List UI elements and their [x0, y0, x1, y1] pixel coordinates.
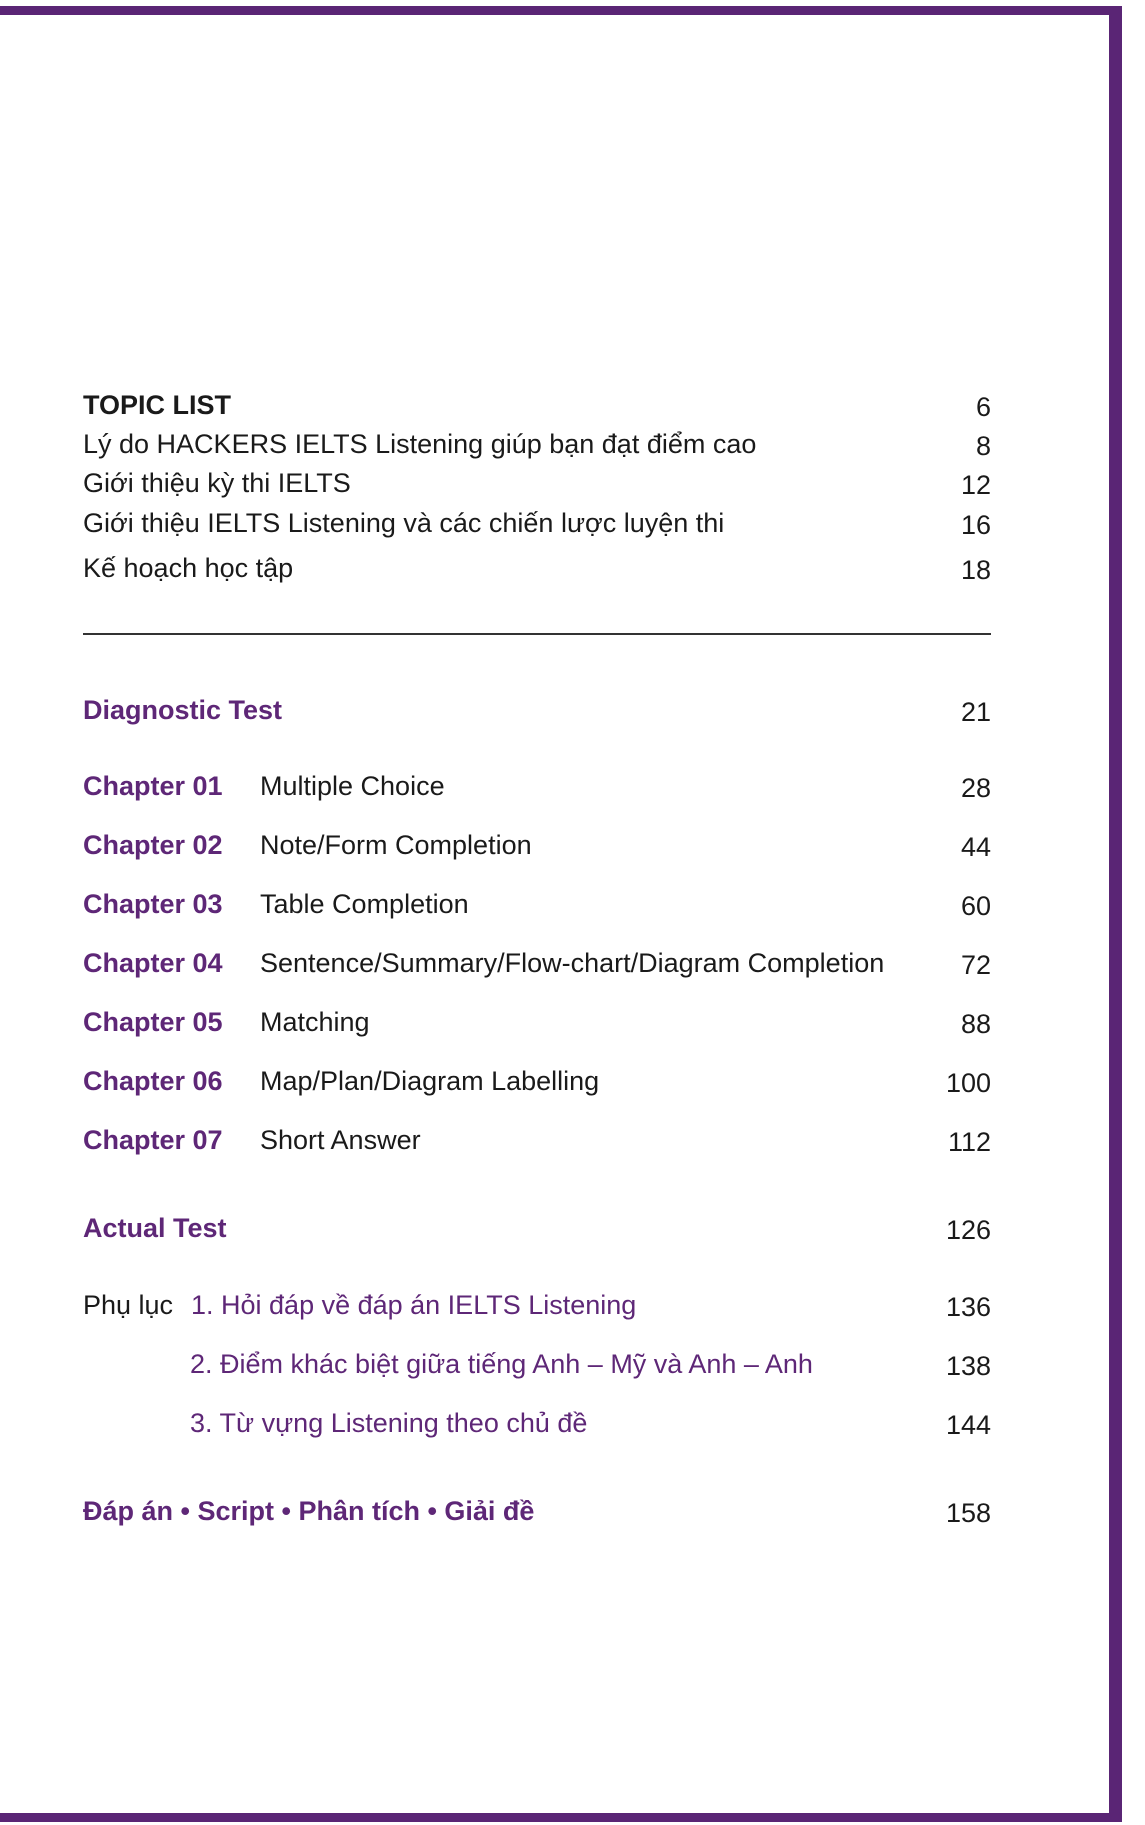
toc-page-number: 16 [960, 510, 991, 540]
toc-entry-why-hackers[interactable] [83, 427, 991, 461]
toc-entry-title: Diagnostic Test [83, 695, 283, 725]
toc-page-number: 28 [960, 773, 991, 803]
appendix-item-title: 3. Từ vựng Listening theo chủ đề [190, 1408, 588, 1438]
toc-entry-title: Kế hoạch học tập [83, 553, 294, 583]
chapter-title: Sentence/Summary/Flow-chart/Diagram Completion [260, 948, 885, 978]
chapter-label: Chapter 02 [83, 830, 223, 860]
toc-page-number: 72 [960, 950, 991, 980]
chapter-title: Multiple Choice [260, 771, 445, 801]
toc-page-number: 12 [960, 470, 991, 500]
toc-entry-title: Actual Test [83, 1213, 227, 1243]
toc-entry-title: Đáp án • Script • Phân tích • Giải đề [83, 1496, 535, 1526]
toc-entry-diagnostic-test[interactable] [83, 693, 991, 727]
chapter-title: Short Answer [260, 1125, 421, 1155]
appendix-item-title: 2. Điểm khác biệt giữa tiếng Anh – Mỹ và Anh – Anh [190, 1349, 813, 1379]
toc-page-number: 88 [960, 1009, 991, 1039]
toc-entry-listening-intro[interactable] [83, 506, 991, 540]
chapter-label: Chapter 03 [83, 889, 223, 919]
toc-page-number: 144 [945, 1410, 991, 1440]
page-border-top [0, 6, 1122, 15]
toc-page-number: 21 [960, 697, 991, 727]
chapter-label: Chapter 05 [83, 1007, 223, 1037]
toc-page-number: 138 [945, 1351, 991, 1381]
page-border-right [1109, 6, 1122, 1822]
chapter-label: Chapter 06 [83, 1066, 223, 1096]
page-border-bottom [0, 1813, 1122, 1822]
toc-page-number: 8 [975, 431, 991, 461]
appendix-label: Phụ lục [83, 1290, 174, 1320]
toc-page-number: 6 [975, 392, 991, 422]
toc-entry-title: Giới thiệu kỳ thi IELTS [83, 468, 351, 498]
chapter-label: Chapter 07 [83, 1125, 223, 1155]
toc-entry-answers[interactable] [83, 1494, 991, 1528]
toc-page-number: 126 [945, 1215, 991, 1245]
toc-entry-title: TOPIC LIST [83, 390, 232, 420]
toc-page-number: 44 [960, 832, 991, 862]
toc-entry-actual-test[interactable] [83, 1211, 991, 1245]
toc-entry-title: Lý do HACKERS IELTS Listening giúp bạn đạt điểm cao [83, 429, 757, 459]
chapter-title: Note/Form Completion [260, 830, 532, 860]
toc-entry-study-plan[interactable] [83, 551, 991, 585]
toc-entry-title: Giới thiệu IELTS Listening và các chiến lược luyện thi [83, 508, 725, 538]
toc-page-number: 100 [945, 1068, 991, 1098]
toc-page-number: 158 [945, 1498, 991, 1528]
toc-page-number: 18 [960, 555, 991, 585]
toc-entry-topic-list[interactable] [83, 388, 991, 422]
appendix-item-title: 1. Hỏi đáp về đáp án IELTS Listening [191, 1290, 637, 1320]
toc-entry-ielts-intro[interactable] [83, 466, 991, 500]
chapter-label: Chapter 01 [83, 771, 223, 801]
section-divider [83, 633, 991, 635]
chapter-title: Table Completion [260, 889, 469, 919]
chapter-title: Matching [260, 1007, 370, 1037]
chapter-title: Map/Plan/Diagram Labelling [260, 1066, 600, 1096]
toc-page-number: 112 [947, 1127, 991, 1157]
chapter-label: Chapter 04 [83, 948, 223, 978]
toc-page-number: 60 [960, 891, 991, 921]
toc-page-number: 136 [945, 1292, 991, 1322]
